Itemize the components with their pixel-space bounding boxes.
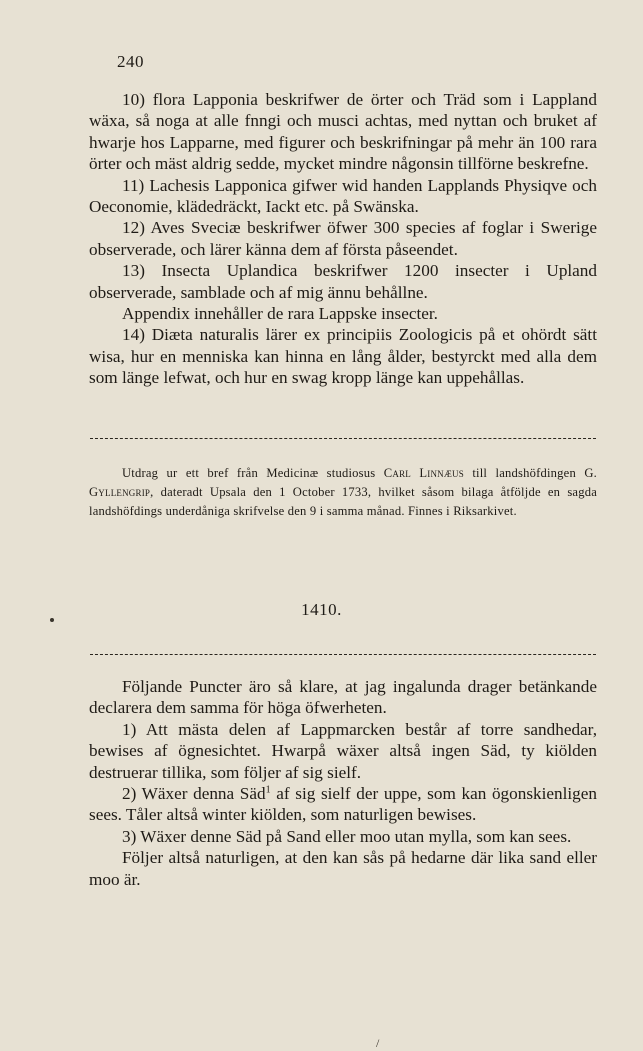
point-2: 2) Wäxer denna Säd$^1$ af sig sielf der uppe, som kan ögonskienligen sees. Tåler altså winter kiölden, som naturligen bewises. <box>89 784 597 825</box>
name-linnaeus: Carl Linnæus <box>383 466 464 480</box>
intro-paragraph: Följande Puncter äro så klare, at jag ingalunda drager betänkande declarera dem samma för höga öfwerheten. <box>89 677 597 718</box>
conclusion-paragraph: Följer altså naturligen, at den kan sås på hedarne där lika sand eller moo är. <box>89 848 597 889</box>
dashed-divider-middle <box>90 654 596 656</box>
page-number: 240 <box>117 52 144 71</box>
paragraph-12: 12) Aves Sveciæ beskrifwer öfwer 300 species af foglar i Swerige observerade, och lärer känna dem af första påseendet. <box>89 218 597 259</box>
section-2-text <box>89 676 597 890</box>
paragraph-appendix: Appendix innehåller de rara Lappske insecter. <box>122 304 438 324</box>
name-gyllengrip: Gyllengrip <box>89 485 151 499</box>
paragraph-10: 10) flora Lapponia beskrifwer de örter och Träd som i Lappland wäxa, så noga at alle fnngi och musci achtas, med nyttan och bruket af hwarje hos Lapparne, med figurer och beskrifningar på mehr än 100 rara örter och mäst aldrig sedde, mycket mindre någonsin tillförne beskrefne. <box>89 90 597 174</box>
paragraph-11: 11) Lachesis Lapponica gifwer wid handen Lapplands Physiqve och Oeconomie, klädedräckt, Iackt etc. på Swänska. <box>89 175 597 217</box>
section-1-text <box>89 89 597 389</box>
point-3: 3) Wäxer denne Säd på Sand eller moo utan mylla, som kan sees. <box>122 826 572 846</box>
dashed-divider-top <box>90 438 596 440</box>
point-1: 1) Att mästa delen af Lappmarcken består af torre sandhedar, bewises af ögnesichtet. Hwarpå wäxer altså ingen Säd, ty kiölden destruerar tillika, som följer af sig sielf. <box>89 719 597 782</box>
editorial-note: Utdrag ur ett bref från Medicinæ studiosus Carl Linnæus till landshöfdingen G. Gyllengrip, dateradt Upsala den 1 October 1733, hvilket såsom bilaga åtföljde en sagda landshöfdings underdåniga skrifvelse den 9 i samma månad. Finnes i Riksarkivet. <box>89 466 597 518</box>
paragraph-14: 14) Diæta naturalis lärer ex principiis Zoologicis på et ohördt sätt wisa, hur en menniska kan hinna en lång ålder, bestyrckt med alla dem som länge lefwat, och hur en swag kropp länge kan uppehållas. <box>89 325 597 388</box>
paragraph-13: 13) Insecta Uplandica beskrifwer 1200 insecter i Upland observerade, samblade och af mig ännu behållne. <box>89 261 597 302</box>
stray-mark: / <box>376 1036 380 1050</box>
document-number-heading: 1410. <box>301 600 342 619</box>
footnote-marker: 1 <box>265 784 271 796</box>
